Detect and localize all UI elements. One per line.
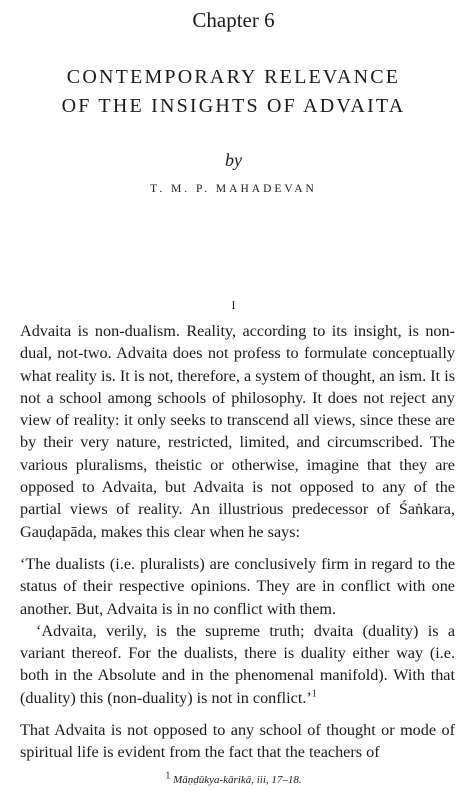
paragraph-2: That Advaita is not opposed to any school of thought or mode of spiritual life is evident from the fact that the teachers of	[20, 721, 455, 762]
footnote-mark: 1	[165, 770, 171, 782]
chapter-title-line-1: CONTEMPORARY RELEVANCE	[66, 66, 401, 88]
body-text	[20, 320, 455, 764]
chapter-title-line-2: OF THE INSIGHTS OF ADVAITA	[61, 95, 406, 117]
paragraph-1: Advaita is non-dualism. Reality, according to its insight, is non-dual, not-two. Advaita does not profess to formulate conceptually what reality is. It is not, therefore, a system of thought, an ism. It is not a school among schools of philosophy. It does not reject any view of reality: it only seeks to transcend all views, since these are by their very nature, restricted, limited, and circumscribed. The various pluralisms, theistic or otherwise, imagine that they are opposed to Advaita, but Advaita is not opposed to any of the partial views of reality. An illustrious predecessor of Śaṅkara, Gauḍapāda, makes this clear when he says:	[20, 322, 455, 541]
footnote-reference: 1	[311, 688, 317, 700]
chapter-title	[0, 63, 467, 121]
footnote	[0, 770, 467, 786]
quotation-2	[20, 620, 455, 709]
author-name: T. M. P. MAHADEVAN	[150, 183, 317, 195]
section-number: I	[231, 298, 236, 312]
quotation-2-text: ‘Advaita, verily, is the supreme truth; dvaita (duality) is a variant thereof. For the dualists, there is duality either way (i.e. both in the Absolute and in the phenomenal manifold). With that (duality) this (non-duality) is not in conflict.’	[20, 621, 455, 707]
footnote-text: Māṇḍūkya-kārikā, iii, 17–18.	[173, 774, 302, 786]
quotation-1: ‘The dualists (i.e. pluralists) are conclusively firm in regard to the status of their respective opinions. They are in conflict with one another. But, Advaita is in no conflict with them.	[20, 554, 455, 618]
chapter-heading: Chapter 6	[192, 8, 275, 32]
byline-by: by	[225, 150, 242, 170]
